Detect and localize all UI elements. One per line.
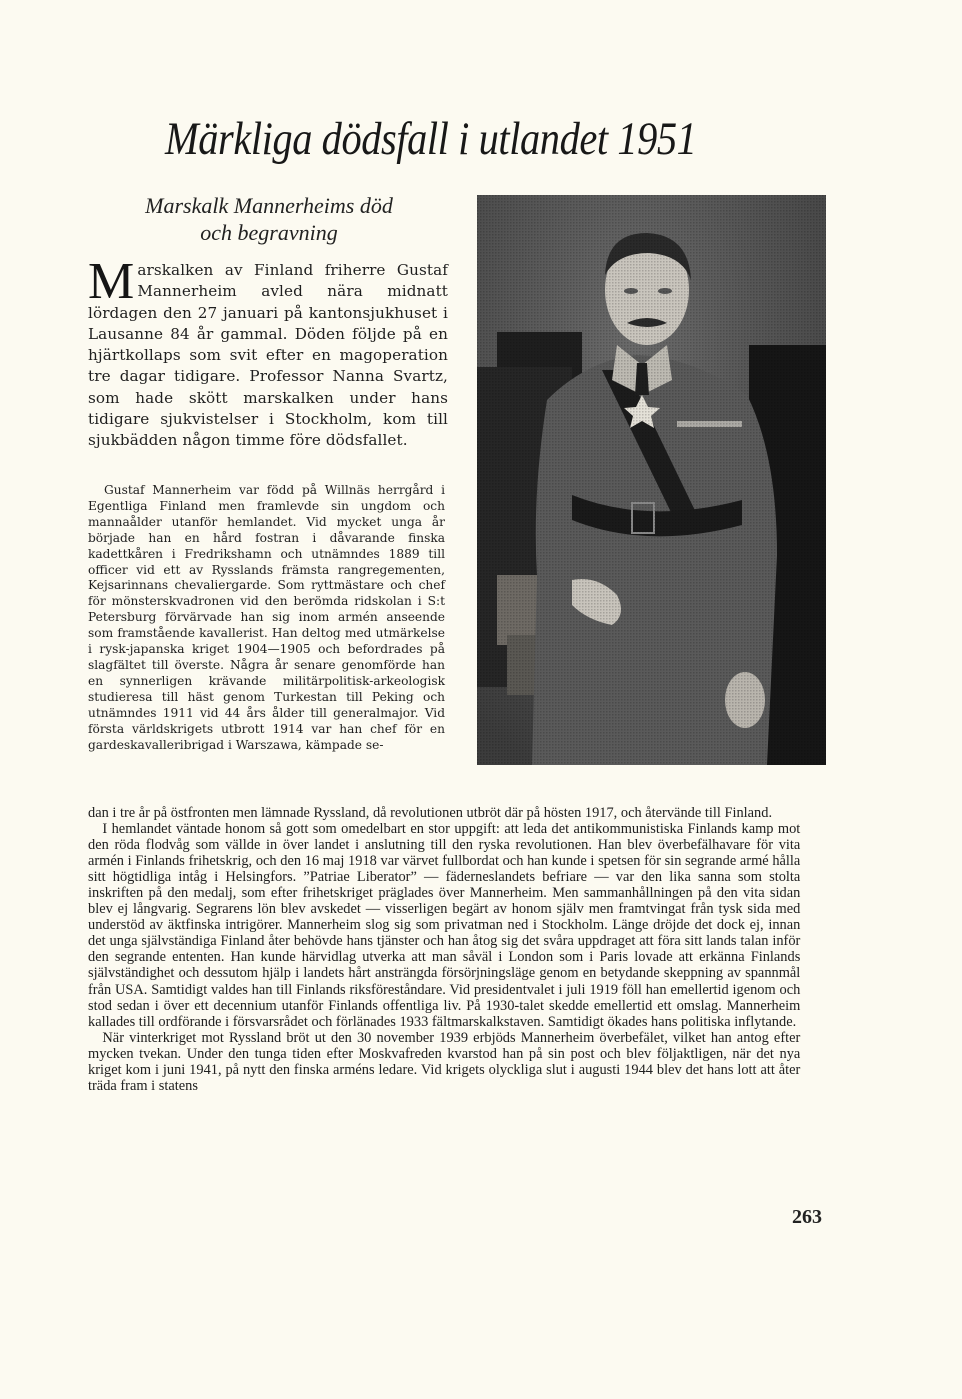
narrow-column: [88, 483, 445, 753]
portrait-illustration: [477, 195, 826, 765]
full-width-text: [88, 805, 800, 1094]
text-paragraph: När vinterkriget mot Ryssland bröt ut den 30 november 1939 erbjöds Mannerheim överbefälet, vilket han antog efter mycken tvekan. Under den tunga tiden efter Moskvafreden kvarstod han på sin post och blev följaktligen, när det nya kriget kom i juni 1941, på nytt den finska arméns ledare. Vid krigets olyckliga slut i augusti 1944 blev det hans lott att åter träda fram i statens: [88, 1029, 801, 1094]
page-number: 263: [792, 1206, 822, 1228]
page-title: Märkliga dödsfall i utlandet 1951: [165, 113, 697, 165]
lead-paragraph: [88, 253, 448, 452]
text-paragraph: I hemlandet väntade honom så gott som omedelbart en stor uppgift: att leda det antikommunistiska Finlands kamp mot den röda flodvåg som vällde in över landet i anslutning till den ryska revolutionen. Han blev överbefälhavare för vita armén i Finlands frihetskrig, och den 16 maj 1918 var värvet fullbordat och han kunde i spetsen för sin segrande armé hålla sitt högtidliga intåg i Helsingfors. ”Patriae Liberator” — fäderneslandets befriare — var den lika sanna som stolta inskriften på den medalj, som efter frihetskriget präglades över Mannerheim. Men sammanhållningen på den vita sidan blev ej långvarig. Segrarens lön blev avskedet — visserligen begärt av honom själv men framtvingat från tysk sida med understöd av äktfinska intrigörer. Mannerheim slog sig som privatman ned i Stockholm. Länge dröjde det dock ej, innan det unga självständiga Finland åter behövde hans tjänster och han åtog sig det svåra uppdraget att föra sitt lands talan inför den segrande ententen. Han kunde härvidlag utverka att man såväl i London som i Paris lovade att erkänna Finlands självständighet och dessutom hjälp i landets hårt ansträngda försörjningsläge genom en betydande skeppning av spannmål från USA. Samtidigt valdes han till Finlands riksföreståndare. Vid presidentvalet i juli 1919 föll han emellertid igenom och stod sedan i över ett decennium utanför Finlands offentliga liv. På 1930-talet skedde emellertid ett omslag. Mannerheim kallades till ordförande i försvarsrådet och förlänades 1933 fältmarskalkstaven. Samtidigt ökades hans politiska inflytande.: [88, 821, 801, 1030]
portrait-photo: [477, 195, 826, 765]
text-paragraph: dan i tre år på östfronten men lämnade Ryssland, då revolutionen utbröt där på hösten 1917, och återvände till Finland.: [88, 805, 773, 821]
column-paragraph: Gustaf Mannerheim var född på Willnäs herrgård i Egentliga Finland men framlevde sin ungdom och mannaålder utanför hemlandet. Vid mycket unga år började han en hård fostran i dåvarande finska kadettkåren i Fredrikshamn och utnämndes 1889 till officer vid ett av Rysslands främsta rangregementen, Kejsarinnans chevaliergarde. Som ryttmästare och chef för mönsterskvadronen vid den berömda ridskolan i S:t Petersburg förvärvade han sig inom armén anseende som framstående kavallerist. Han deltog med utmärkelse i rysk-japanska kriget 1904—1905 och befordrades på slagfältet till överste. Några år senare genomförde han en synnerligen krävande militärpolitisk-arkeologisk studieresa till häst genom Turkestan till Peking och utnämndes 1911 vid 44 års ålder till generalmajor. Vid första världskrigets utbrott 1914 var han chef för en gardeskavalleribrigad i Warszawa, kämpade se-: [88, 483, 445, 752]
subtitle-line-1: Marskalk Mannerheims död: [145, 193, 393, 218]
lead-text: arskalken av Finland friherre Gustaf Mannerheim avled nära midnatt lördagen den 27 januari på kantonsjukhuset i Lausanne 84 år gammal. Döden följde på en hjärtkollaps som svit efter en magoperation tre dagar tidigare. Professor Nanna Svartz, som hade skött marskalken under hans tidigare sjukvistelser i Stockholm, kom till sjukbädden någon timme före dödsfallet.: [88, 261, 448, 450]
subtitle-line-2: och begravning: [200, 220, 338, 245]
article-subtitle: [96, 192, 442, 246]
drop-cap: M: [88, 253, 135, 310]
